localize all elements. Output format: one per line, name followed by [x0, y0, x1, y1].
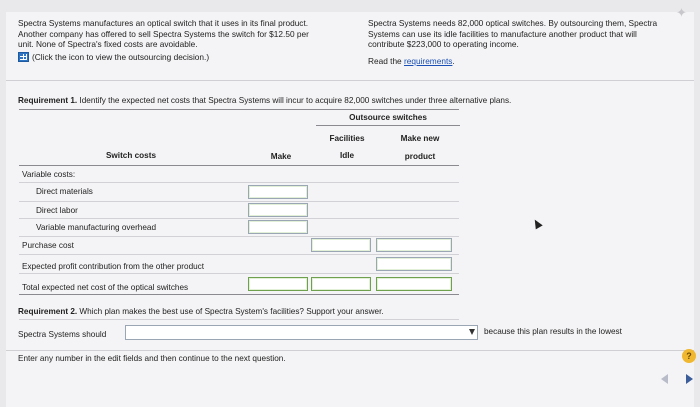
purchase-cost-new-input[interactable] — [376, 238, 452, 252]
facilities-idle-header-1: Facilities — [329, 134, 365, 143]
row-line — [19, 201, 459, 202]
requirement-2-label: Requirement 2. — [18, 307, 78, 316]
intro-right-line3: contribute $223,000 to operating income. — [368, 39, 519, 49]
question-panel — [6, 5, 694, 407]
total-idle-input[interactable] — [311, 277, 371, 291]
group-header-line — [316, 125, 460, 126]
total-cost-label: Total expected net cost of the optical switches — [22, 283, 189, 292]
outsourcing-link-row[interactable] — [18, 52, 358, 63]
make-new-header-1: Make new — [400, 134, 440, 143]
variable-costs-label: Variable costs: — [22, 170, 76, 179]
intro-right-line2: Systems can use its idle facilities to manufacture another product that will — [368, 28, 637, 39]
intro-left — [18, 18, 358, 62]
top-divider — [6, 80, 694, 81]
variable-overhead-make-input[interactable] — [248, 220, 308, 234]
make-new-header-2: product — [404, 152, 436, 161]
direct-materials-make-input[interactable] — [248, 185, 308, 199]
row-line — [19, 218, 459, 219]
expected-profit-label: Expected profit contribution from the other product — [22, 262, 205, 271]
intro-left-line2: Another company has offered to sell Spectra Systems the switch for $12.50 per — [18, 28, 309, 39]
intro-right — [368, 18, 693, 66]
total-make-input[interactable] — [248, 277, 308, 291]
table-bottom-line — [19, 294, 459, 295]
requirement-1-text: Identify the expected net costs that Spectra Systems will incur to acquire 82,000 switches under three alternative plans. — [77, 96, 512, 105]
direct-materials-label: Direct materials — [36, 187, 93, 196]
row-line — [19, 236, 459, 237]
outsource-group-header: Outsource switches — [349, 113, 427, 122]
should-label: Spectra Systems should — [18, 330, 107, 339]
previous-arrow-icon[interactable] — [661, 374, 668, 384]
direct-labor-make-input[interactable] — [248, 203, 308, 217]
total-new-input[interactable] — [376, 277, 452, 291]
row-line — [19, 254, 459, 255]
next-arrow-icon[interactable] — [686, 374, 693, 384]
expected-profit-new-input[interactable] — [376, 257, 452, 271]
direct-labor-label: Direct labor — [36, 206, 78, 215]
intro-right-line1: Spectra Systems needs 82,000 optical switches. By outsourcing them, Spectra — [368, 18, 658, 28]
row-line — [19, 182, 459, 183]
purchase-cost-label: Purchase cost — [22, 241, 74, 250]
facilities-idle-header-2: Idle — [339, 151, 355, 160]
make-header: Make — [270, 152, 292, 161]
requirement-2-text: Which plan makes the best use of Spectra System's facilities? Support your answer. — [77, 307, 384, 316]
requirement-1-label: Requirement 1. — [18, 96, 78, 105]
read-prefix: Read the — [368, 55, 404, 66]
read-suffix: . — [452, 55, 455, 66]
purchase-cost-idle-input[interactable] — [311, 238, 371, 252]
intro-left-line3: unit. None of Spectra's fixed costs are avoidable. — [18, 39, 198, 49]
help-icon[interactable]: ? — [682, 349, 696, 363]
requirements-link[interactable]: requirements — [403, 55, 453, 66]
switch-costs-header: Switch costs — [105, 151, 157, 160]
star-icon[interactable]: ✦ — [676, 5, 687, 20]
instruction-text: Enter any number in the edit fields and then continue to the next question. — [18, 354, 286, 363]
table-top-line — [19, 109, 459, 110]
header-bottom-line — [19, 165, 459, 166]
intro-left-line1: Spectra Systems manufactures an optical switch that it uses in its final product. — [18, 18, 309, 28]
variable-overhead-label: Variable manufacturing overhead — [36, 223, 157, 232]
row-line — [19, 273, 459, 274]
because-text: because this plan results in the lowest — [484, 327, 622, 336]
requirement-1 — [18, 96, 511, 105]
outsourcing-link-text[interactable]: (Click the icon to view the outsourcing decision.) — [32, 51, 210, 62]
read-requirements — [368, 56, 693, 67]
data-table-icon[interactable] — [18, 52, 29, 62]
requirement-2 — [18, 307, 384, 316]
chevron-down-icon[interactable] — [469, 329, 475, 335]
row-line — [19, 319, 459, 320]
footer-divider — [6, 350, 694, 351]
mouse-cursor-icon — [531, 218, 542, 230]
plan-select[interactable] — [125, 325, 478, 340]
